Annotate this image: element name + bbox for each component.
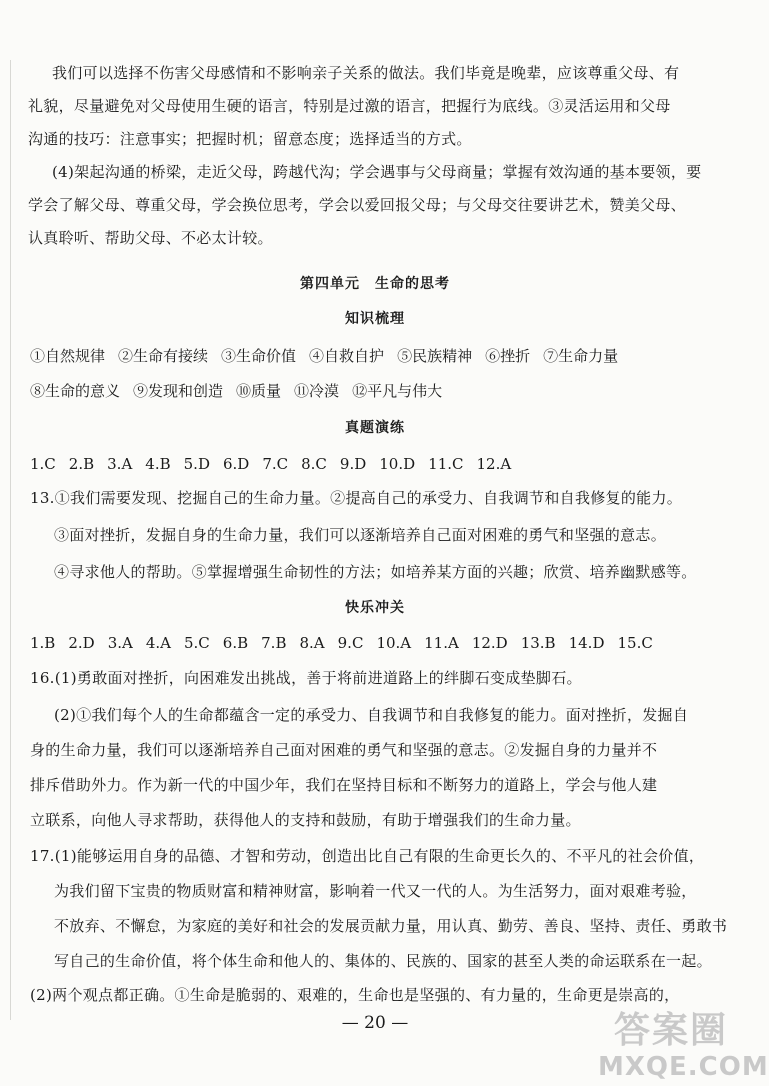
answer-item: 1.C — [30, 455, 56, 473]
page-number: — 20 — — [341, 1013, 409, 1033]
answer-item: 8.A — [299, 634, 325, 652]
body-line: 认真聆听、帮助父母、不必太计较。 — [28, 229, 273, 247]
answer-item: 7.B — [261, 634, 287, 652]
knowledge-item: ⑦生命力量 — [543, 347, 619, 365]
answer-item: 15.C — [617, 634, 653, 652]
knowledge-item: ①自然规律 — [30, 347, 106, 365]
knowledge-item: ⑤民族精神 — [397, 347, 473, 365]
answer-item: 11.A — [424, 634, 459, 652]
knowledge-item: ⑫平凡与伟大 — [352, 382, 443, 400]
unit-title: 第四单元 生命的思考 — [300, 276, 450, 292]
answer-item: 14.D — [568, 634, 605, 652]
q13-line: ④寻求他人的帮助。⑤掌握增强生命韧性的方法；如培养某方面的兴趣；欣赏、培养幽默感等。 — [54, 563, 697, 581]
answer-item: 6.D — [222, 455, 250, 473]
answer-item: 12.A — [476, 455, 512, 473]
answer-item: 1.B — [30, 634, 56, 652]
answer-item: 11.C — [428, 455, 464, 473]
knowledge-item: ⑩质量 — [236, 382, 282, 400]
body-line: (4)架起沟通的桥梁，走近父母，跨越代沟；学会遇事与父母商量；掌握有效沟通的基本要领，要 — [52, 163, 702, 181]
answer-item: 3.A — [107, 455, 133, 473]
q17-line: 17.(1)能够运用自身的品德、才智和劳动，创造出比自己有限的生命更长久的、不平凡的社会价值， — [30, 847, 705, 865]
q16-line: 16.(1)勇敢面对挫折，向困难发出挑战，善于将前进道路上的绊脚石变成垫脚石。 — [30, 669, 582, 687]
answer-item: 4.B — [145, 455, 171, 473]
q16-line: 身的生命力量，我们可以逐渐培养自己面对困难的勇气和坚强的意志。②发掘自身的力量并不 — [30, 741, 658, 759]
knowledge-row-2 — [30, 380, 455, 402]
answer-item: 12.D — [471, 634, 508, 652]
answer-item: 7.C — [262, 455, 289, 473]
answer-item: 2.B — [68, 455, 95, 473]
knowledge-item: ⑧生命的意义 — [30, 382, 121, 400]
answer-item: 10.D — [379, 455, 416, 473]
section-title-exam: 真题演练 — [345, 420, 405, 436]
fun-answer-row — [30, 632, 666, 654]
knowledge-item: ⑪冷漠 — [294, 382, 340, 400]
knowledge-row-1 — [30, 345, 631, 367]
body-line: 沟通的技巧：注意事实；把握时机；留意态度；选择适当的方式。 — [28, 130, 472, 148]
answer-item: 5.D — [183, 455, 210, 473]
q17-line: (2)两个观点都正确。①生命是脆弱的、艰难的，生命也是坚强的、有力量的，生命更是崇高的， — [30, 986, 680, 1004]
body-line: 我们可以选择不伤害父母感情和不影响亲子关系的做法。我们毕竟是晚辈，应该尊重父母、有 — [52, 64, 680, 82]
answer-item: 3.A — [107, 634, 133, 652]
body-line: 礼貌，尽量避免对父母使用生硬的语言，特别是过激的语言，把握行为底线。③灵活运用和父母 — [28, 97, 671, 115]
q16-line: 排斥借助外力。作为新一代的中国少年，我们在坚持目标和不断努力的道路上，学会与他人建 — [30, 776, 658, 794]
section-title-knowledge: 知识梳理 — [345, 311, 405, 327]
watermark-domain: MXQE.COM — [598, 1052, 769, 1082]
section-title-fun: 快乐冲关 — [345, 600, 405, 616]
answer-item: 4.A — [145, 634, 171, 652]
answer-item: 8.C — [301, 455, 327, 473]
knowledge-item: ②生命有接续 — [118, 347, 209, 365]
q17-line: 为我们留下宝贵的物质财富和精神财富，影响着一代又一代的人。为生活努力，面对艰难考验， — [54, 882, 697, 900]
answer-item: 13.B — [520, 634, 556, 652]
watermark-title: 答案圈 — [614, 1010, 729, 1051]
knowledge-item: ⑥挫折 — [485, 347, 531, 365]
q16-line: (2)①我们每个人的生命都蕴含一定的承受力、自我调节和自我修复的能力。面对挫折，发掘自 — [54, 706, 689, 724]
watermark-logo — [590, 1000, 769, 1086]
answer-item: 2.D — [68, 634, 95, 652]
binding-margin-line — [10, 60, 11, 1020]
q17-line: 写自己的生命价值，将个体生命和他人的、集体的、民族的、国家的甚至人类的命运联系在一起。 — [54, 952, 712, 970]
answer-item: 5.C — [184, 634, 210, 652]
knowledge-item: ③生命价值 — [221, 347, 297, 365]
exam-answer-row — [30, 453, 524, 475]
knowledge-item: ⑨发现和创造 — [133, 382, 224, 400]
knowledge-item: ④自救自护 — [309, 347, 385, 365]
answer-item: 9.D — [339, 455, 367, 473]
answer-item: 10.A — [376, 634, 412, 652]
q17-line: 不放弃、不懈怠，为家庭的美好和社会的发展贡献力量，用认真、勤劳、善良、坚持、责任、勇敢书 — [54, 917, 728, 935]
q16-line: 立联系，向他人寻求帮助，获得他人的支持和鼓励，有助于增强我们的生命力量。 — [30, 811, 581, 829]
answer-item: 6.B — [222, 634, 249, 652]
answer-item: 9.C — [337, 634, 364, 652]
q13-line: ③面对挫折，发掘自身的生命力量，我们可以逐渐培养自己面对困难的勇气和坚强的意志。 — [54, 526, 667, 544]
body-line: 学会了解父母、尊重父母，学会换位思考，学会以爱回报父母；与父母交往要讲艺术，赞美父母、 — [28, 196, 686, 214]
q13-line: 13.①我们需要发现、挖掘自己的生命力量。②提高自己的承受力、自我调节和自我修复的能力。 — [30, 489, 683, 507]
